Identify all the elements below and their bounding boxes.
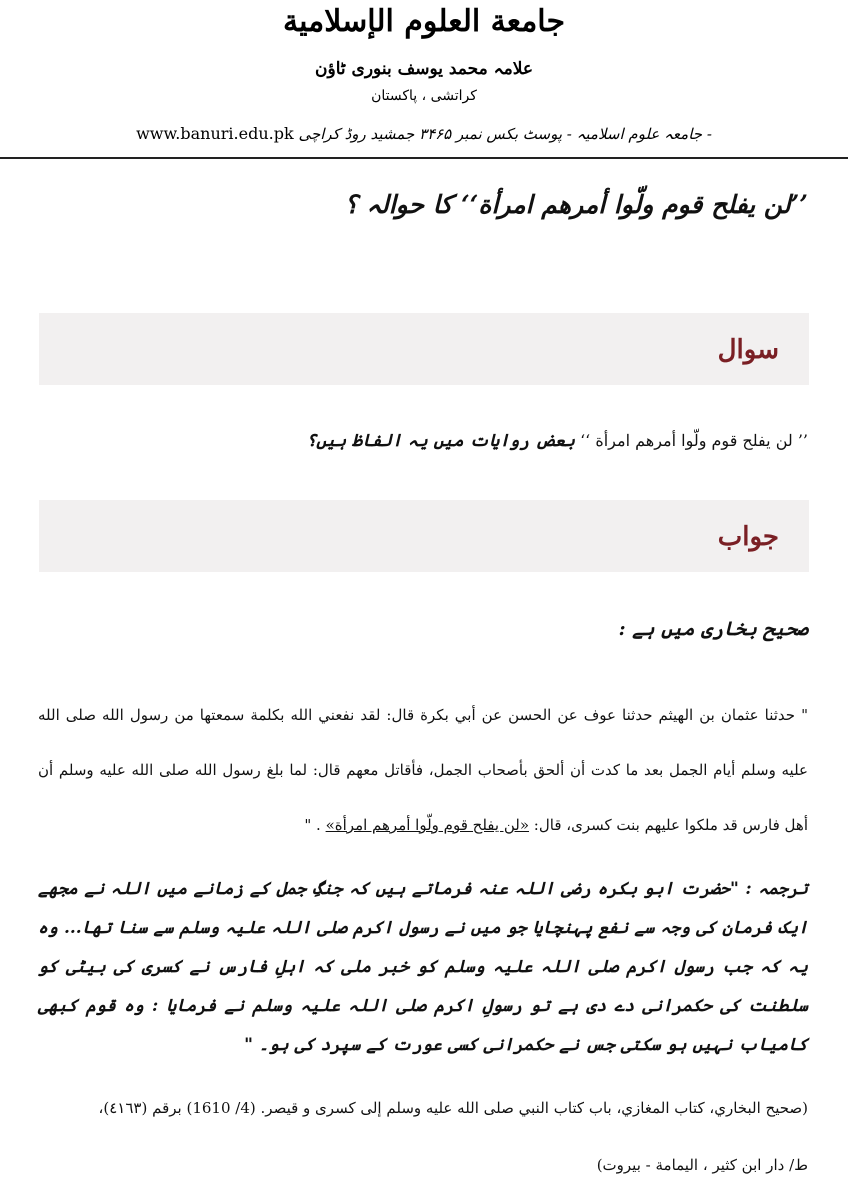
answer-heading: جواب <box>717 522 779 552</box>
letterhead <box>0 0 848 160</box>
question-arabic: ’’ لن يفلح قوم ولّوا أمرهم امرأة ‘‘ <box>580 431 808 450</box>
urdu-translation: ترجمہ : "حضرت ابو بکرہ رضی اللہ عنہ فرماتے ہیں کہ جنگِ جمل کے زمانے میں اللہ نے مجھے ایک فرمان کی وجہ سے نفع پہنچایا جو میں نے رسول اکرم صلی اللہ علیہ وسلم سے سنا تھا... وہ یہ کہ جب رسول اکرم صلی اللہ علیہ وسلم کو خبر ملی کہ اہلِ فارس نے کسری کی بیٹی کو سلطنت کی حکمرانی دے دی ہے تو رسولِ اکرم صلی اللہ علیہ وسلم نے فرمایا : وہ قوم کبھی کامیاب نہیں ہو سکتی جس نے حکمرانی کسی عورت کے سپرد کی ہو۔ " <box>38 879 808 1055</box>
hadith-end: . " <box>304 816 321 834</box>
reference-line-2: ط/ دار ابن كثير ، اليمامة - بيروت) <box>596 1156 808 1174</box>
question-urdu: بعض روایات میں یہ الفاظ ہیں؟ <box>306 431 575 451</box>
hadith-body: " حدثنا عثمان بن الهيثم حدثنا عوف عن الحسن عن أبي بكرة قال: لقد نفعني الله بكلمة سمعتها من رسول الله صلى الله عليه وسلم أيام الجمل بعد ما كدت أن ألحق بأصحاب الجمل، فأقاتل معهم قال: لما بلغ رسول الله صلى الله عليه وسلم أن أهل فارس قد ملكوا عليهم بنت كسرى، قال: <box>38 706 808 834</box>
reference-line-1: (صحيح البخاري، كتاب المغازي، باب كتاب النبي صلى الله عليه وسلم إلى كسرى و قيصر. (4/ 1610) برقم (٤١٦٣)، <box>98 1099 808 1117</box>
question-section-header <box>39 313 809 385</box>
question-text <box>38 430 808 451</box>
address-line <box>0 124 848 143</box>
answer-lead: صحیح بخاری میں ہے : <box>618 618 808 640</box>
website-link[interactable]: www.banuri.edu.pk <box>136 124 294 143</box>
answer-section-header <box>39 500 809 572</box>
reference <box>38 1080 808 1194</box>
city-line: کراتشی ، پاکستان <box>371 88 477 104</box>
hadith-quote: «لن يفلح قوم ولّوا أمرهم امرأة» <box>325 816 530 834</box>
question-heading: سوال <box>717 335 779 365</box>
page-title: ’’لن یفلح قوم ولّوا أمرهم امرأة‘‘ کا حوالہ ؟ <box>344 190 808 219</box>
header-divider <box>0 157 848 159</box>
institution-logo-title: جامعة العلوم الإسلامية <box>282 4 565 39</box>
postal-address: جامعہ علوم اسلامیہ - پوسٹ بکس نمبر ۳۴۶۵ جمشید روڈ کراچی - <box>298 125 712 143</box>
location-line: علامہ محمد یوسف بنوری ٹاؤن <box>315 59 533 79</box>
hadith-text <box>38 688 808 853</box>
